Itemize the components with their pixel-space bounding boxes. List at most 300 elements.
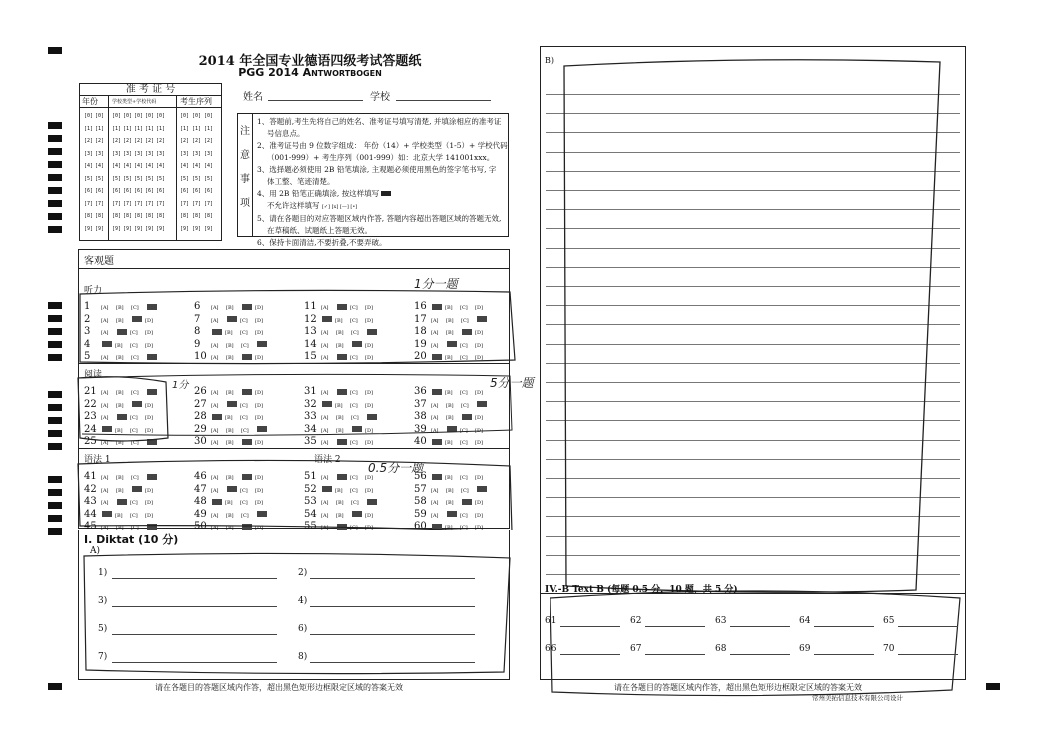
option-bubble[interactable]: [B] bbox=[115, 512, 123, 519]
option-bubble[interactable]: [A] bbox=[321, 525, 329, 531]
option-bubble[interactable]: [C] bbox=[461, 317, 469, 324]
option-bubble[interactable]: [C] bbox=[350, 402, 358, 409]
option-bubble[interactable]: [B] bbox=[226, 342, 234, 349]
option-bubble[interactable]: [C] bbox=[460, 512, 468, 519]
option-bubble[interactable]: [B] bbox=[226, 475, 234, 481]
option-bubble[interactable]: [D] bbox=[255, 402, 263, 409]
option-bubble[interactable]: [A] bbox=[321, 427, 329, 434]
id-digit-bubble[interactable]: [9] bbox=[192, 225, 202, 232]
id-digit-bubble[interactable]: [9] bbox=[112, 225, 122, 232]
id-digit-bubble[interactable]: [9] bbox=[180, 225, 190, 232]
option-bubble[interactable]: [D] bbox=[475, 305, 483, 311]
id-digit-column[interactable] bbox=[95, 110, 104, 235]
option-bubble[interactable]: [D] bbox=[255, 305, 263, 311]
option-bubble[interactable]: [D] bbox=[475, 355, 483, 361]
option-bubble[interactable]: [A] bbox=[431, 330, 439, 336]
id-digit-bubble[interactable]: [2] bbox=[123, 138, 133, 144]
id-digit-bubble[interactable]: [8] bbox=[192, 213, 202, 219]
option-bubble[interactable]: [B] bbox=[226, 525, 234, 531]
id-digit-bubble[interactable]: [5] bbox=[192, 175, 202, 182]
option-bubble[interactable]: [C] bbox=[350, 305, 358, 311]
option-bubble[interactable]: [D] bbox=[145, 402, 153, 409]
id-digit-bubble[interactable]: [0] bbox=[204, 113, 214, 119]
id-digit-bubble[interactable]: [7] bbox=[84, 200, 94, 207]
option-bubble[interactable]: [B] bbox=[335, 317, 343, 324]
option-bubble[interactable]: [C] bbox=[350, 390, 358, 396]
option-bubble[interactable]: [D] bbox=[475, 500, 483, 506]
id-digit-bubble[interactable]: [6] bbox=[145, 188, 155, 194]
option-bubble[interactable]: [D] bbox=[365, 487, 373, 494]
option-bubble[interactable]: [B] bbox=[446, 415, 454, 421]
option-bubble[interactable]: [D] bbox=[255, 500, 263, 506]
option-bubble[interactable]: [A] bbox=[211, 475, 219, 481]
id-digit-bubble[interactable]: [0] bbox=[134, 113, 144, 119]
option-bubble[interactable]: [A] bbox=[211, 305, 219, 311]
option-bubble[interactable]: [C] bbox=[460, 355, 468, 361]
option-bubble[interactable]: [C] bbox=[130, 330, 138, 336]
option-bubble[interactable]: [A] bbox=[101, 440, 109, 446]
id-digit-bubble[interactable]: [7] bbox=[156, 200, 166, 207]
option-bubble[interactable]: [B] bbox=[336, 415, 344, 421]
option-bubble[interactable]: [D] bbox=[365, 440, 373, 446]
name-field[interactable] bbox=[268, 100, 363, 101]
option-bubble[interactable]: [A] bbox=[211, 355, 219, 361]
id-digit-column[interactable] bbox=[123, 110, 132, 235]
id-digit-column[interactable] bbox=[180, 110, 189, 235]
id-digit-bubble[interactable]: [8] bbox=[156, 213, 166, 219]
id-digit-bubble[interactable]: [7] bbox=[192, 200, 202, 207]
option-bubble[interactable]: [C] bbox=[240, 402, 248, 409]
option-bubble[interactable]: [D] bbox=[475, 525, 483, 531]
id-digit-bubble[interactable]: [9] bbox=[134, 225, 144, 232]
option-bubble[interactable]: [C] bbox=[131, 390, 139, 396]
option-bubble[interactable]: [C] bbox=[240, 487, 248, 494]
option-bubble[interactable]: [B] bbox=[226, 390, 234, 396]
id-digit-bubble[interactable]: [4] bbox=[95, 163, 105, 169]
option-bubble[interactable]: [A] bbox=[431, 415, 439, 421]
option-bubble[interactable]: [B] bbox=[226, 427, 234, 434]
option-bubble[interactable]: [C] bbox=[240, 500, 248, 506]
id-digit-bubble[interactable]: [0] bbox=[145, 113, 155, 119]
option-bubble[interactable]: [A] bbox=[211, 487, 219, 494]
id-digit-bubble[interactable]: [9] bbox=[145, 225, 155, 232]
option-bubble[interactable]: [B] bbox=[226, 440, 234, 446]
option-bubble[interactable]: [A] bbox=[211, 525, 219, 531]
id-digit-bubble[interactable]: [0] bbox=[112, 113, 122, 119]
option-bubble[interactable]: [A] bbox=[431, 500, 439, 506]
id-digit-bubble[interactable]: [8] bbox=[95, 213, 105, 219]
option-bubble[interactable]: [C] bbox=[460, 390, 468, 396]
option-bubble[interactable]: [D] bbox=[145, 487, 153, 494]
text-b-line[interactable] bbox=[645, 626, 705, 627]
id-digit-bubble[interactable]: [3] bbox=[95, 150, 105, 157]
option-bubble[interactable]: [C] bbox=[460, 475, 468, 481]
option-bubble[interactable]: [A] bbox=[101, 487, 109, 494]
option-bubble[interactable]: [D] bbox=[255, 330, 263, 336]
option-bubble[interactable]: [B] bbox=[445, 440, 453, 446]
text-b-line[interactable] bbox=[560, 654, 620, 655]
option-bubble[interactable]: [C] bbox=[351, 500, 359, 506]
option-bubble[interactable]: [C] bbox=[350, 440, 358, 446]
option-bubble[interactable]: [C] bbox=[350, 317, 358, 324]
option-bubble[interactable]: [D] bbox=[475, 342, 483, 349]
text-b-line[interactable] bbox=[730, 654, 790, 655]
option-bubble[interactable]: [D] bbox=[145, 427, 153, 434]
option-bubble[interactable]: [D] bbox=[255, 525, 263, 531]
id-digit-bubble[interactable]: [9] bbox=[123, 225, 133, 232]
option-bubble[interactable]: [B] bbox=[226, 305, 234, 311]
option-bubble[interactable]: [D] bbox=[145, 317, 153, 324]
id-digit-bubble[interactable]: [8] bbox=[112, 213, 122, 219]
option-bubble[interactable]: [A] bbox=[321, 500, 329, 506]
id-digit-bubble[interactable]: [2] bbox=[95, 138, 105, 144]
option-bubble[interactable]: [D] bbox=[365, 355, 373, 361]
option-bubble[interactable]: [A] bbox=[101, 305, 109, 311]
id-digit-bubble[interactable]: [6] bbox=[95, 188, 105, 194]
option-bubble[interactable]: [D] bbox=[365, 342, 373, 349]
id-digit-bubble[interactable]: [3] bbox=[145, 150, 155, 157]
option-bubble[interactable]: [B] bbox=[225, 415, 233, 421]
option-bubble[interactable]: [A] bbox=[211, 512, 219, 519]
option-bubble[interactable]: [C] bbox=[240, 317, 248, 324]
id-digit-bubble[interactable]: [2] bbox=[134, 138, 144, 144]
id-digit-bubble[interactable]: [7] bbox=[180, 200, 190, 207]
option-bubble[interactable]: [C] bbox=[240, 415, 248, 421]
text-b-line[interactable] bbox=[814, 654, 874, 655]
option-bubble[interactable]: [B] bbox=[446, 317, 454, 324]
option-bubble[interactable]: [A] bbox=[101, 525, 109, 531]
id-digit-bubble[interactable]: [0] bbox=[180, 113, 190, 119]
option-bubble[interactable]: [C] bbox=[241, 342, 249, 349]
option-bubble[interactable]: [B] bbox=[445, 355, 453, 361]
text-b-line[interactable] bbox=[898, 626, 958, 627]
diktat-answer-line[interactable] bbox=[112, 578, 277, 579]
id-digit-bubble[interactable]: [1] bbox=[134, 125, 144, 132]
option-bubble[interactable]: [A] bbox=[101, 415, 109, 421]
option-bubble[interactable]: [D] bbox=[255, 440, 263, 446]
id-digit-bubble[interactable]: [4] bbox=[84, 163, 94, 169]
id-digit-bubble[interactable]: [6] bbox=[134, 188, 144, 194]
id-digit-column[interactable] bbox=[112, 110, 121, 235]
option-bubble[interactable]: [C] bbox=[460, 427, 468, 434]
option-bubble[interactable]: [D] bbox=[475, 512, 483, 519]
option-bubble[interactable]: [D] bbox=[475, 427, 483, 434]
id-digit-bubble[interactable]: [3] bbox=[123, 150, 133, 157]
option-bubble[interactable]: [A] bbox=[211, 342, 219, 349]
id-digit-bubble[interactable]: [6] bbox=[156, 188, 166, 194]
option-bubble[interactable]: [D] bbox=[475, 390, 483, 396]
option-bubble[interactable]: [A] bbox=[211, 390, 219, 396]
option-bubble[interactable]: [B] bbox=[446, 487, 454, 494]
option-bubble[interactable]: [B] bbox=[226, 355, 234, 361]
option-bubble[interactable]: [C] bbox=[241, 512, 249, 519]
id-digit-column[interactable] bbox=[204, 110, 213, 235]
diktat-answer-line[interactable] bbox=[112, 662, 277, 663]
option-bubble[interactable]: [D] bbox=[255, 415, 263, 421]
option-bubble[interactable]: [B] bbox=[445, 475, 453, 481]
id-digit-bubble[interactable]: [1] bbox=[192, 125, 202, 132]
option-bubble[interactable]: [B] bbox=[116, 317, 124, 324]
option-bubble[interactable]: [D] bbox=[145, 342, 153, 349]
id-digit-bubble[interactable]: [0] bbox=[156, 113, 166, 119]
id-digit-bubble[interactable]: [1] bbox=[123, 125, 133, 132]
option-bubble[interactable]: [D] bbox=[475, 440, 483, 446]
id-digit-bubble[interactable]: [6] bbox=[112, 188, 122, 194]
option-bubble[interactable]: [C] bbox=[240, 330, 248, 336]
id-digit-bubble[interactable]: [0] bbox=[95, 113, 105, 119]
id-digit-bubble[interactable]: [5] bbox=[95, 175, 105, 182]
id-digit-bubble[interactable]: [5] bbox=[112, 175, 122, 182]
id-digit-bubble[interactable]: [9] bbox=[204, 225, 214, 232]
option-bubble[interactable]: [D] bbox=[365, 525, 373, 531]
id-digit-column[interactable] bbox=[145, 110, 154, 235]
id-digit-bubble[interactable]: [3] bbox=[84, 150, 94, 157]
option-bubble[interactable]: [A] bbox=[321, 305, 329, 311]
option-bubble[interactable]: [B] bbox=[336, 427, 344, 434]
id-digit-bubble[interactable]: [6] bbox=[204, 188, 214, 194]
id-digit-bubble[interactable]: [7] bbox=[204, 200, 214, 207]
id-digit-bubble[interactable]: [6] bbox=[192, 188, 202, 194]
option-bubble[interactable]: [B] bbox=[336, 512, 344, 519]
option-bubble[interactable]: [D] bbox=[475, 415, 483, 421]
id-digit-bubble[interactable]: [2] bbox=[112, 138, 122, 144]
option-bubble[interactable]: [A] bbox=[431, 342, 439, 349]
id-digit-bubble[interactable]: [4] bbox=[134, 163, 144, 169]
id-digit-bubble[interactable]: [3] bbox=[180, 150, 190, 157]
option-bubble[interactable]: [A] bbox=[431, 427, 439, 434]
option-bubble[interactable]: [C] bbox=[461, 487, 469, 494]
option-bubble[interactable]: [C] bbox=[130, 427, 138, 434]
option-bubble[interactable]: [B] bbox=[445, 525, 453, 531]
option-bubble[interactable]: [D] bbox=[365, 512, 373, 519]
id-digit-bubble[interactable]: [2] bbox=[145, 138, 155, 144]
option-bubble[interactable]: [C] bbox=[460, 342, 468, 349]
option-bubble[interactable]: [C] bbox=[350, 525, 358, 531]
id-digit-bubble[interactable]: [9] bbox=[156, 225, 166, 232]
diktat-answer-line[interactable] bbox=[112, 634, 277, 635]
diktat-answer-line[interactable] bbox=[310, 662, 475, 663]
id-digit-bubble[interactable]: [1] bbox=[156, 125, 166, 132]
option-bubble[interactable]: [B] bbox=[116, 305, 124, 311]
option-bubble[interactable]: [B] bbox=[225, 500, 233, 506]
option-bubble[interactable]: [A] bbox=[101, 402, 109, 409]
id-digit-bubble[interactable]: [3] bbox=[204, 150, 214, 157]
id-digit-bubble[interactable]: [0] bbox=[84, 113, 94, 119]
option-bubble[interactable]: [B] bbox=[116, 390, 124, 396]
id-digit-bubble[interactable]: [4] bbox=[204, 163, 214, 169]
option-bubble[interactable]: [D] bbox=[145, 415, 153, 421]
diktat-answer-line[interactable] bbox=[310, 578, 475, 579]
text-b-line[interactable] bbox=[645, 654, 705, 655]
option-bubble[interactable]: [D] bbox=[365, 402, 373, 409]
option-bubble[interactable]: [C] bbox=[460, 305, 468, 311]
id-digit-bubble[interactable]: [2] bbox=[204, 138, 214, 144]
option-bubble[interactable]: [A] bbox=[211, 440, 219, 446]
id-digit-column[interactable] bbox=[134, 110, 143, 235]
id-digit-bubble[interactable]: [3] bbox=[134, 150, 144, 157]
option-bubble[interactable]: [D] bbox=[145, 500, 153, 506]
id-digit-bubble[interactable]: [0] bbox=[192, 113, 202, 119]
id-digit-bubble[interactable]: [7] bbox=[145, 200, 155, 207]
option-bubble[interactable]: [B] bbox=[335, 487, 343, 494]
text-b-line[interactable] bbox=[898, 654, 958, 655]
option-bubble[interactable]: [B] bbox=[115, 427, 123, 434]
option-bubble[interactable]: [A] bbox=[211, 402, 219, 409]
option-bubble[interactable]: [B] bbox=[116, 440, 124, 446]
id-digit-bubble[interactable]: [5] bbox=[180, 175, 190, 182]
id-digit-bubble[interactable]: [4] bbox=[145, 163, 155, 169]
option-bubble[interactable]: [B] bbox=[116, 402, 124, 409]
option-bubble[interactable]: [C] bbox=[130, 500, 138, 506]
id-digit-bubble[interactable]: [7] bbox=[95, 200, 105, 207]
option-bubble[interactable]: [A] bbox=[101, 330, 109, 336]
id-digit-column[interactable] bbox=[156, 110, 165, 235]
option-bubble[interactable]: [D] bbox=[365, 305, 373, 311]
option-bubble[interactable]: [B] bbox=[336, 500, 344, 506]
diktat-answer-line[interactable] bbox=[112, 606, 277, 607]
id-digit-bubble[interactable]: [5] bbox=[84, 175, 94, 182]
option-bubble[interactable]: [C] bbox=[350, 355, 358, 361]
id-digit-bubble[interactable]: [6] bbox=[84, 188, 94, 194]
option-bubble[interactable]: [A] bbox=[321, 440, 329, 446]
option-bubble[interactable]: [C] bbox=[130, 512, 138, 519]
school-field[interactable] bbox=[396, 100, 491, 101]
option-bubble[interactable]: [B] bbox=[446, 402, 454, 409]
option-bubble[interactable]: [C] bbox=[241, 427, 249, 434]
option-bubble[interactable]: [B] bbox=[225, 330, 233, 336]
option-bubble[interactable]: [A] bbox=[101, 390, 109, 396]
option-bubble[interactable]: [B] bbox=[446, 330, 454, 336]
id-digit-bubble[interactable]: [4] bbox=[156, 163, 166, 169]
option-bubble[interactable]: [C] bbox=[460, 440, 468, 446]
id-digit-bubble[interactable]: [7] bbox=[123, 200, 133, 207]
id-digit-bubble[interactable]: [8] bbox=[204, 213, 214, 219]
option-bubble[interactable]: [B] bbox=[445, 305, 453, 311]
option-bubble[interactable]: [D] bbox=[145, 512, 153, 519]
option-bubble[interactable]: [B] bbox=[336, 342, 344, 349]
option-bubble[interactable]: [C] bbox=[350, 487, 358, 494]
option-bubble[interactable]: [D] bbox=[365, 317, 373, 324]
id-digit-bubble[interactable]: [0] bbox=[123, 113, 133, 119]
id-digit-bubble[interactable]: [4] bbox=[180, 163, 190, 169]
option-bubble[interactable]: [D] bbox=[255, 355, 263, 361]
option-bubble[interactable]: [B] bbox=[116, 475, 124, 481]
text-b-line[interactable] bbox=[560, 626, 620, 627]
id-digit-bubble[interactable]: [4] bbox=[123, 163, 133, 169]
option-bubble[interactable]: [D] bbox=[255, 487, 263, 494]
id-digit-column[interactable] bbox=[84, 110, 93, 235]
option-bubble[interactable]: [D] bbox=[255, 317, 263, 324]
option-bubble[interactable]: [A] bbox=[321, 330, 329, 336]
option-bubble[interactable]: [A] bbox=[101, 317, 109, 324]
option-bubble[interactable]: [A] bbox=[431, 402, 439, 409]
id-digit-bubble[interactable]: [2] bbox=[84, 138, 94, 144]
id-digit-bubble[interactable]: [8] bbox=[145, 213, 155, 219]
option-bubble[interactable]: [C] bbox=[131, 355, 139, 361]
id-digit-bubble[interactable]: [8] bbox=[123, 213, 133, 219]
id-digit-bubble[interactable]: [9] bbox=[84, 225, 94, 232]
option-bubble[interactable]: [B] bbox=[446, 500, 454, 506]
text-b-line[interactable] bbox=[814, 626, 874, 627]
diktat-answer-line[interactable] bbox=[310, 634, 475, 635]
id-digit-bubble[interactable]: [7] bbox=[112, 200, 122, 207]
option-bubble[interactable]: [D] bbox=[145, 330, 153, 336]
id-digit-bubble[interactable]: [1] bbox=[180, 125, 190, 132]
id-digit-bubble[interactable]: [6] bbox=[180, 188, 190, 194]
id-digit-bubble[interactable]: [5] bbox=[204, 175, 214, 182]
option-bubble[interactable]: [D] bbox=[365, 390, 373, 396]
option-bubble[interactable]: [A] bbox=[321, 355, 329, 361]
id-digit-bubble[interactable]: [5] bbox=[156, 175, 166, 182]
id-digit-bubble[interactable]: [2] bbox=[180, 138, 190, 144]
option-bubble[interactable]: [A] bbox=[101, 475, 109, 481]
id-digit-bubble[interactable]: [1] bbox=[95, 125, 105, 132]
id-digit-bubble[interactable]: [3] bbox=[156, 150, 166, 157]
option-bubble[interactable]: [B] bbox=[116, 525, 124, 531]
option-bubble[interactable]: [C] bbox=[350, 475, 358, 481]
id-digit-bubble[interactable]: [9] bbox=[95, 225, 105, 232]
option-bubble[interactable]: [C] bbox=[351, 415, 359, 421]
id-digit-bubble[interactable]: [1] bbox=[145, 125, 155, 132]
option-bubble[interactable]: [C] bbox=[351, 330, 359, 336]
id-digit-bubble[interactable]: [2] bbox=[156, 138, 166, 144]
id-digit-bubble[interactable]: [1] bbox=[112, 125, 122, 132]
option-bubble[interactable]: [C] bbox=[460, 525, 468, 531]
option-bubble[interactable]: [A] bbox=[321, 512, 329, 519]
option-bubble[interactable]: [A] bbox=[431, 317, 439, 324]
option-bubble[interactable]: [A] bbox=[211, 427, 219, 434]
option-bubble[interactable]: [A] bbox=[321, 415, 329, 421]
id-digit-bubble[interactable]: [8] bbox=[180, 213, 190, 219]
option-bubble[interactable]: [B] bbox=[336, 330, 344, 336]
option-bubble[interactable]: [A] bbox=[321, 475, 329, 481]
option-bubble[interactable]: [A] bbox=[431, 487, 439, 494]
option-bubble[interactable]: [B] bbox=[226, 512, 234, 519]
id-digit-bubble[interactable]: [4] bbox=[192, 163, 202, 169]
option-bubble[interactable]: [C] bbox=[130, 415, 138, 421]
option-bubble[interactable]: [D] bbox=[255, 390, 263, 396]
option-bubble[interactable]: [B] bbox=[335, 402, 343, 409]
option-bubble[interactable]: [C] bbox=[130, 342, 138, 349]
option-bubble[interactable]: [A] bbox=[101, 355, 109, 361]
option-bubble[interactable]: [A] bbox=[321, 390, 329, 396]
option-bubble[interactable]: [D] bbox=[475, 330, 483, 336]
id-digit-bubble[interactable]: [1] bbox=[84, 125, 94, 132]
option-bubble[interactable]: [D] bbox=[365, 475, 373, 481]
option-bubble[interactable]: [D] bbox=[365, 427, 373, 434]
option-bubble[interactable]: [D] bbox=[475, 475, 483, 481]
option-bubble[interactable]: [B] bbox=[115, 342, 123, 349]
option-bubble[interactable]: [A] bbox=[211, 317, 219, 324]
id-digit-bubble[interactable]: [4] bbox=[112, 163, 122, 169]
id-digit-bubble[interactable]: [7] bbox=[134, 200, 144, 207]
option-bubble[interactable]: [C] bbox=[461, 402, 469, 409]
diktat-answer-line[interactable] bbox=[310, 606, 475, 607]
id-digit-bubble[interactable]: [8] bbox=[134, 213, 144, 219]
id-digit-bubble[interactable]: [3] bbox=[192, 150, 202, 157]
id-digit-bubble[interactable]: [5] bbox=[123, 175, 133, 182]
option-bubble[interactable]: [A] bbox=[101, 500, 109, 506]
option-bubble[interactable]: [B] bbox=[445, 390, 453, 396]
option-bubble[interactable]: [C] bbox=[131, 305, 139, 311]
id-digit-column[interactable] bbox=[192, 110, 201, 235]
id-digit-bubble[interactable]: [5] bbox=[134, 175, 144, 182]
id-digit-bubble[interactable]: [8] bbox=[84, 213, 94, 219]
id-digit-bubble[interactable]: [6] bbox=[123, 188, 133, 194]
text-b-line[interactable] bbox=[730, 626, 790, 627]
option-bubble[interactable]: [B] bbox=[116, 487, 124, 494]
option-bubble[interactable]: [C] bbox=[131, 440, 139, 446]
